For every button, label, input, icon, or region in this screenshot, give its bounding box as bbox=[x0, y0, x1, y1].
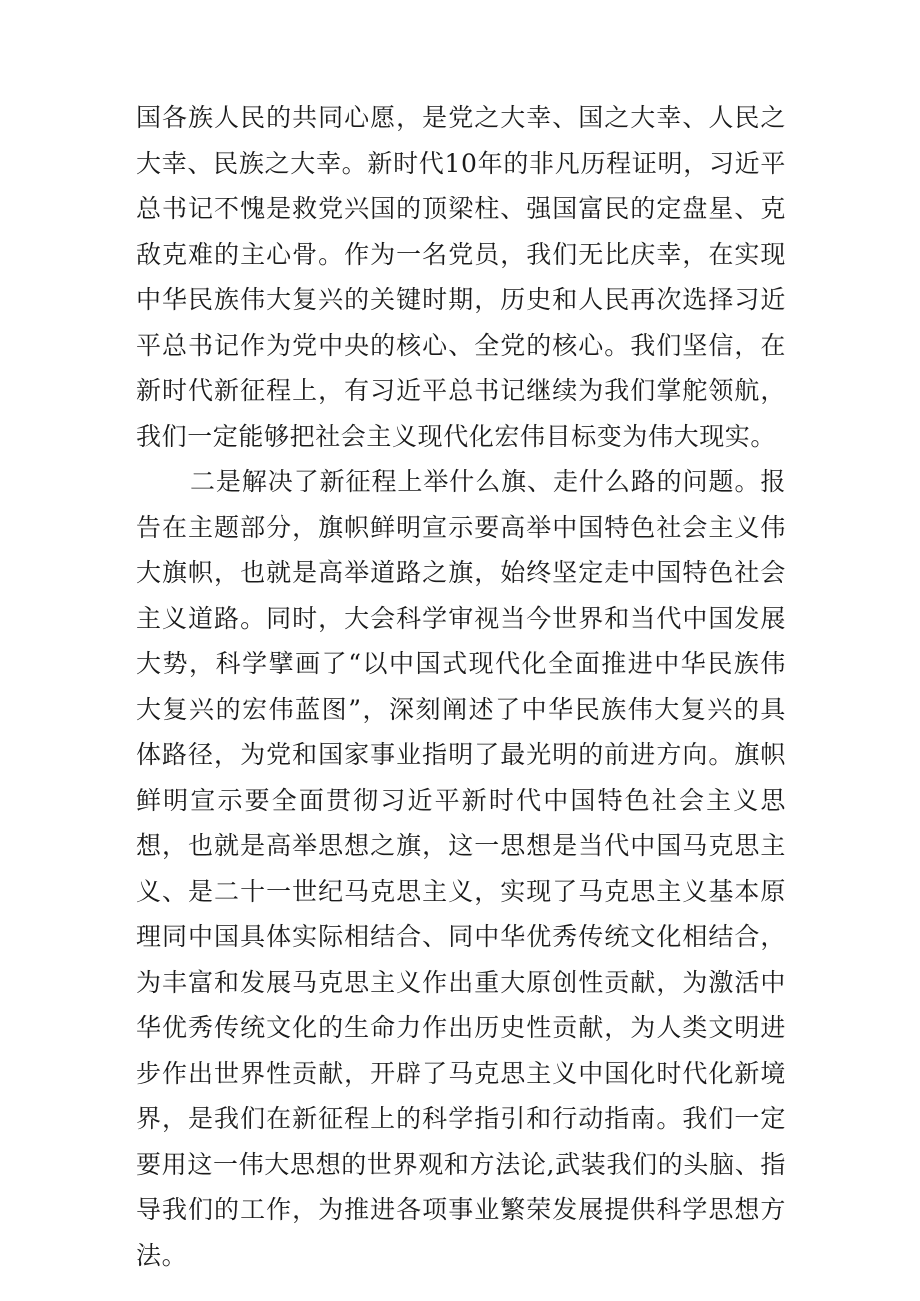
paragraph-2: 二是解决了新征程上举什么旗、走什么路的问题。报告在主题部分，旗帜鲜明宣示要高举中国特色社会主义伟大旗帜，也就是高举道路之旗，始终坚定走中国特色社会主义道路。同时，大会科学审视当今世界和当代中国发展大势，科学擘画了“以中国式现代化全面推进中华民族伟大复兴的宏伟蓝图”，深刻阐述了中华民族伟大复兴的具体路径，为党和国家事业指明了最光明的前进方向。旗帜鲜明宣示要全面贯彻习近平新时代中国特色社会主义思想，也就是高举思想之旗，这一思想是当代中国马克思主义、是二十一世纪马克思主义，实现了马克思主义基本原理同中国具体实际相结合、同中华优秀传统文化相结合，为丰富和发展马克思主义作出重大原创性贡献，为激活中华优秀传统文化的生命力作出历史性贡献，为人类文明进步作出世界性贡献，开辟了马克思主义中国化时代化新境界，是我们在新征程上的科学指引和行动指南。我们一定要用这一伟大思想的世界观和方法论,武装我们的头脑、指导我们的工作，为推进各项事业繁荣发展提供科学思想方法。 bbox=[136, 467, 786, 1270]
document-body bbox=[136, 95, 786, 1278]
paragraph-1: 国各族人民的共同心愿，是党之大幸、国之大幸、人民之大幸、民族之大幸。新时代10年的非凡历程证明，习近平总书记不愧是救党兴国的顶梁柱、强国富民的定盘星、克敌克难的主心骨。作为一名党员，我们无比庆幸，在实现中华民族伟大复兴的关键时期，历史和人民再次选择习近平总书记作为党中央的核心、全党的核心。我们坚信，在新时代新征程上，有习近平总书记继续为我们掌舵领航，我们一定能够把社会主义现代化宏伟目标变为伟大现实。 bbox=[136, 103, 786, 451]
